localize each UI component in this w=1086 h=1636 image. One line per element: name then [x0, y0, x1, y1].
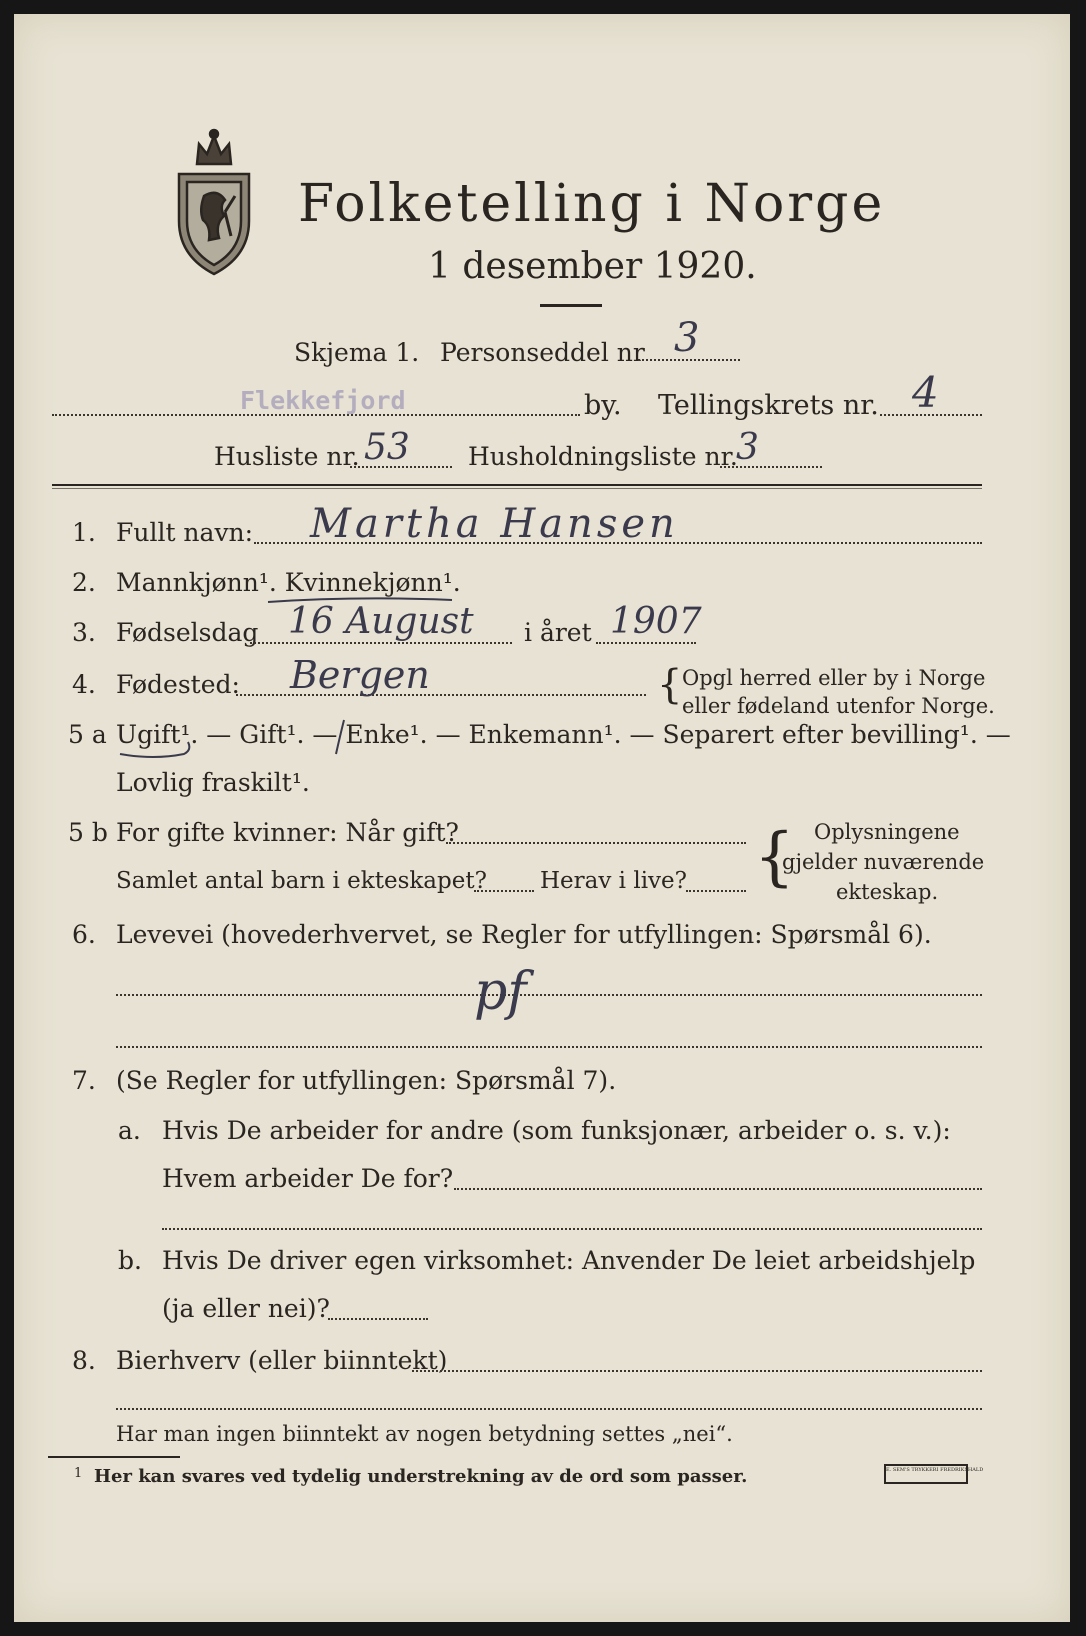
q6-label: Levevei (hovederhvervet, se Regler for utfyllingen: Spørsmål 6). [116, 920, 932, 949]
title-rule [540, 304, 602, 307]
q5b-note-line2: gjelder nuværende [782, 850, 985, 874]
q6-field-line1[interactable] [116, 994, 982, 996]
q4-note-line1: Opgl herred eller by i Norge [682, 666, 986, 690]
printer-stamp [884, 1464, 984, 1484]
q5a-line2: Lovlig fraskilt¹. [116, 768, 310, 797]
q8-field-line2[interactable] [116, 1408, 982, 1410]
q7b-letter: b. [118, 1246, 142, 1275]
q4-number: 4. [72, 670, 96, 699]
q3-date-field[interactable] [250, 642, 512, 644]
footnote-mark: 1 [74, 1466, 83, 1481]
q2-number: 2. [72, 568, 96, 597]
q3-year-field[interactable] [596, 642, 696, 644]
personseddel-label: Personseddel nr [440, 338, 645, 367]
q3-date-value: 16 August [288, 601, 474, 642]
q6-number: 6. [72, 920, 96, 949]
q7a-line1: Hvis De arbeider for andre (som funksjonær, arbeider o. s. v.): [162, 1116, 951, 1145]
q4-note-line2: eller fødeland utenfor Norge. [682, 694, 995, 718]
husholdningsliste-value: 3 [736, 427, 759, 468]
q5b-label1: For gifte kvinner: Når gift? [116, 818, 459, 847]
coat-of-arms-icon [169, 126, 259, 276]
q2-label: Mannkjønn¹. Kvinnekjønn¹. [116, 568, 461, 597]
q5b-label3: Herav i live? [540, 868, 687, 894]
q8-number: 8. [72, 1346, 96, 1375]
q4-label: Fødested: [116, 670, 240, 699]
husliste-label: Husliste nr. [214, 442, 360, 471]
tellingskrets-label: Tellingskrets nr. [658, 390, 879, 421]
by-label: by. [584, 390, 622, 421]
husliste-value: 53 [364, 427, 410, 468]
q7-label: (Se Regler for utfyllingen: Spørsmål 7). [116, 1066, 617, 1095]
q1-label: Fullt navn: [116, 518, 254, 547]
footnote-rule [48, 1456, 180, 1458]
q5a-marks [114, 714, 374, 762]
q6-field-line2[interactable] [116, 1046, 982, 1048]
q7a-field-line2[interactable] [162, 1228, 982, 1230]
q3-year-label: i året [524, 618, 592, 647]
footnote-text: Her kan svares ved tydelig understrekning av de ord som passer. [94, 1466, 748, 1487]
city-stamp: Flekkefjord [240, 386, 406, 415]
q6-value: pf [474, 962, 527, 1022]
q3-number: 3. [72, 618, 96, 647]
q5b-brace: { [754, 820, 795, 894]
q4-value: Bergen [290, 653, 430, 697]
q3-year-value: 1907 [610, 601, 702, 642]
census-form-sheet [14, 14, 1070, 1622]
skjema-label: Skjema 1. [294, 338, 420, 367]
q3-label: Fødselsdag [116, 618, 259, 647]
personseddel-value: 3 [674, 315, 700, 361]
form-date: 1 desember 1920. [428, 246, 757, 287]
tellingskrets-value: 4 [912, 368, 939, 417]
q7b-line1: Hvis De driver egen virksomhet: Anvender De leiet arbeidshjelp [162, 1246, 976, 1275]
q5a-line1: Ugift¹. — Gift¹. — Enke¹. — Enkemann¹. — Separert efter bevilling¹. — [116, 720, 1011, 749]
q1-value: Martha Hansen [310, 501, 679, 547]
q7-number: 7. [72, 1066, 96, 1095]
q5b-note-line3: ekteskap. [836, 880, 939, 904]
q5b-label2: Samlet antal barn i ekteskapet? [116, 868, 487, 894]
q7b-field[interactable] [328, 1318, 428, 1320]
form-title: Folketelling i Norge [298, 174, 886, 234]
q7a-letter: a. [118, 1116, 141, 1145]
q8-note: Har man ingen biinntekt av nogen betydning settes „nei“. [116, 1422, 733, 1446]
q8-field-line1[interactable] [412, 1370, 982, 1372]
q5a-number: 5 a [68, 720, 107, 749]
q4-brace: { [657, 662, 683, 708]
q7b-line2: (ja eller nei)? [162, 1294, 330, 1323]
q5b-when-field[interactable] [446, 842, 746, 844]
q5b-children-field[interactable] [474, 890, 534, 892]
printer-stamp-text: E. SEM'S TRYKKERI FREDRIKSHALD [886, 1467, 984, 1473]
husholdningsliste-label: Husholdningsliste nr. [468, 442, 738, 471]
q8-label: Bierhverv (eller biinntekt) [116, 1346, 448, 1375]
q1-number: 1. [72, 518, 96, 547]
q5b-note-line1: Oplysningene [814, 820, 960, 844]
q5b-alive-field[interactable] [686, 890, 746, 892]
header-divider-2 [52, 488, 982, 489]
header-divider [52, 484, 982, 486]
q7a-line2: Hvem arbeider De for? [162, 1164, 454, 1193]
q5b-number: 5 b [68, 818, 108, 847]
q7a-field-line1[interactable] [454, 1188, 982, 1190]
